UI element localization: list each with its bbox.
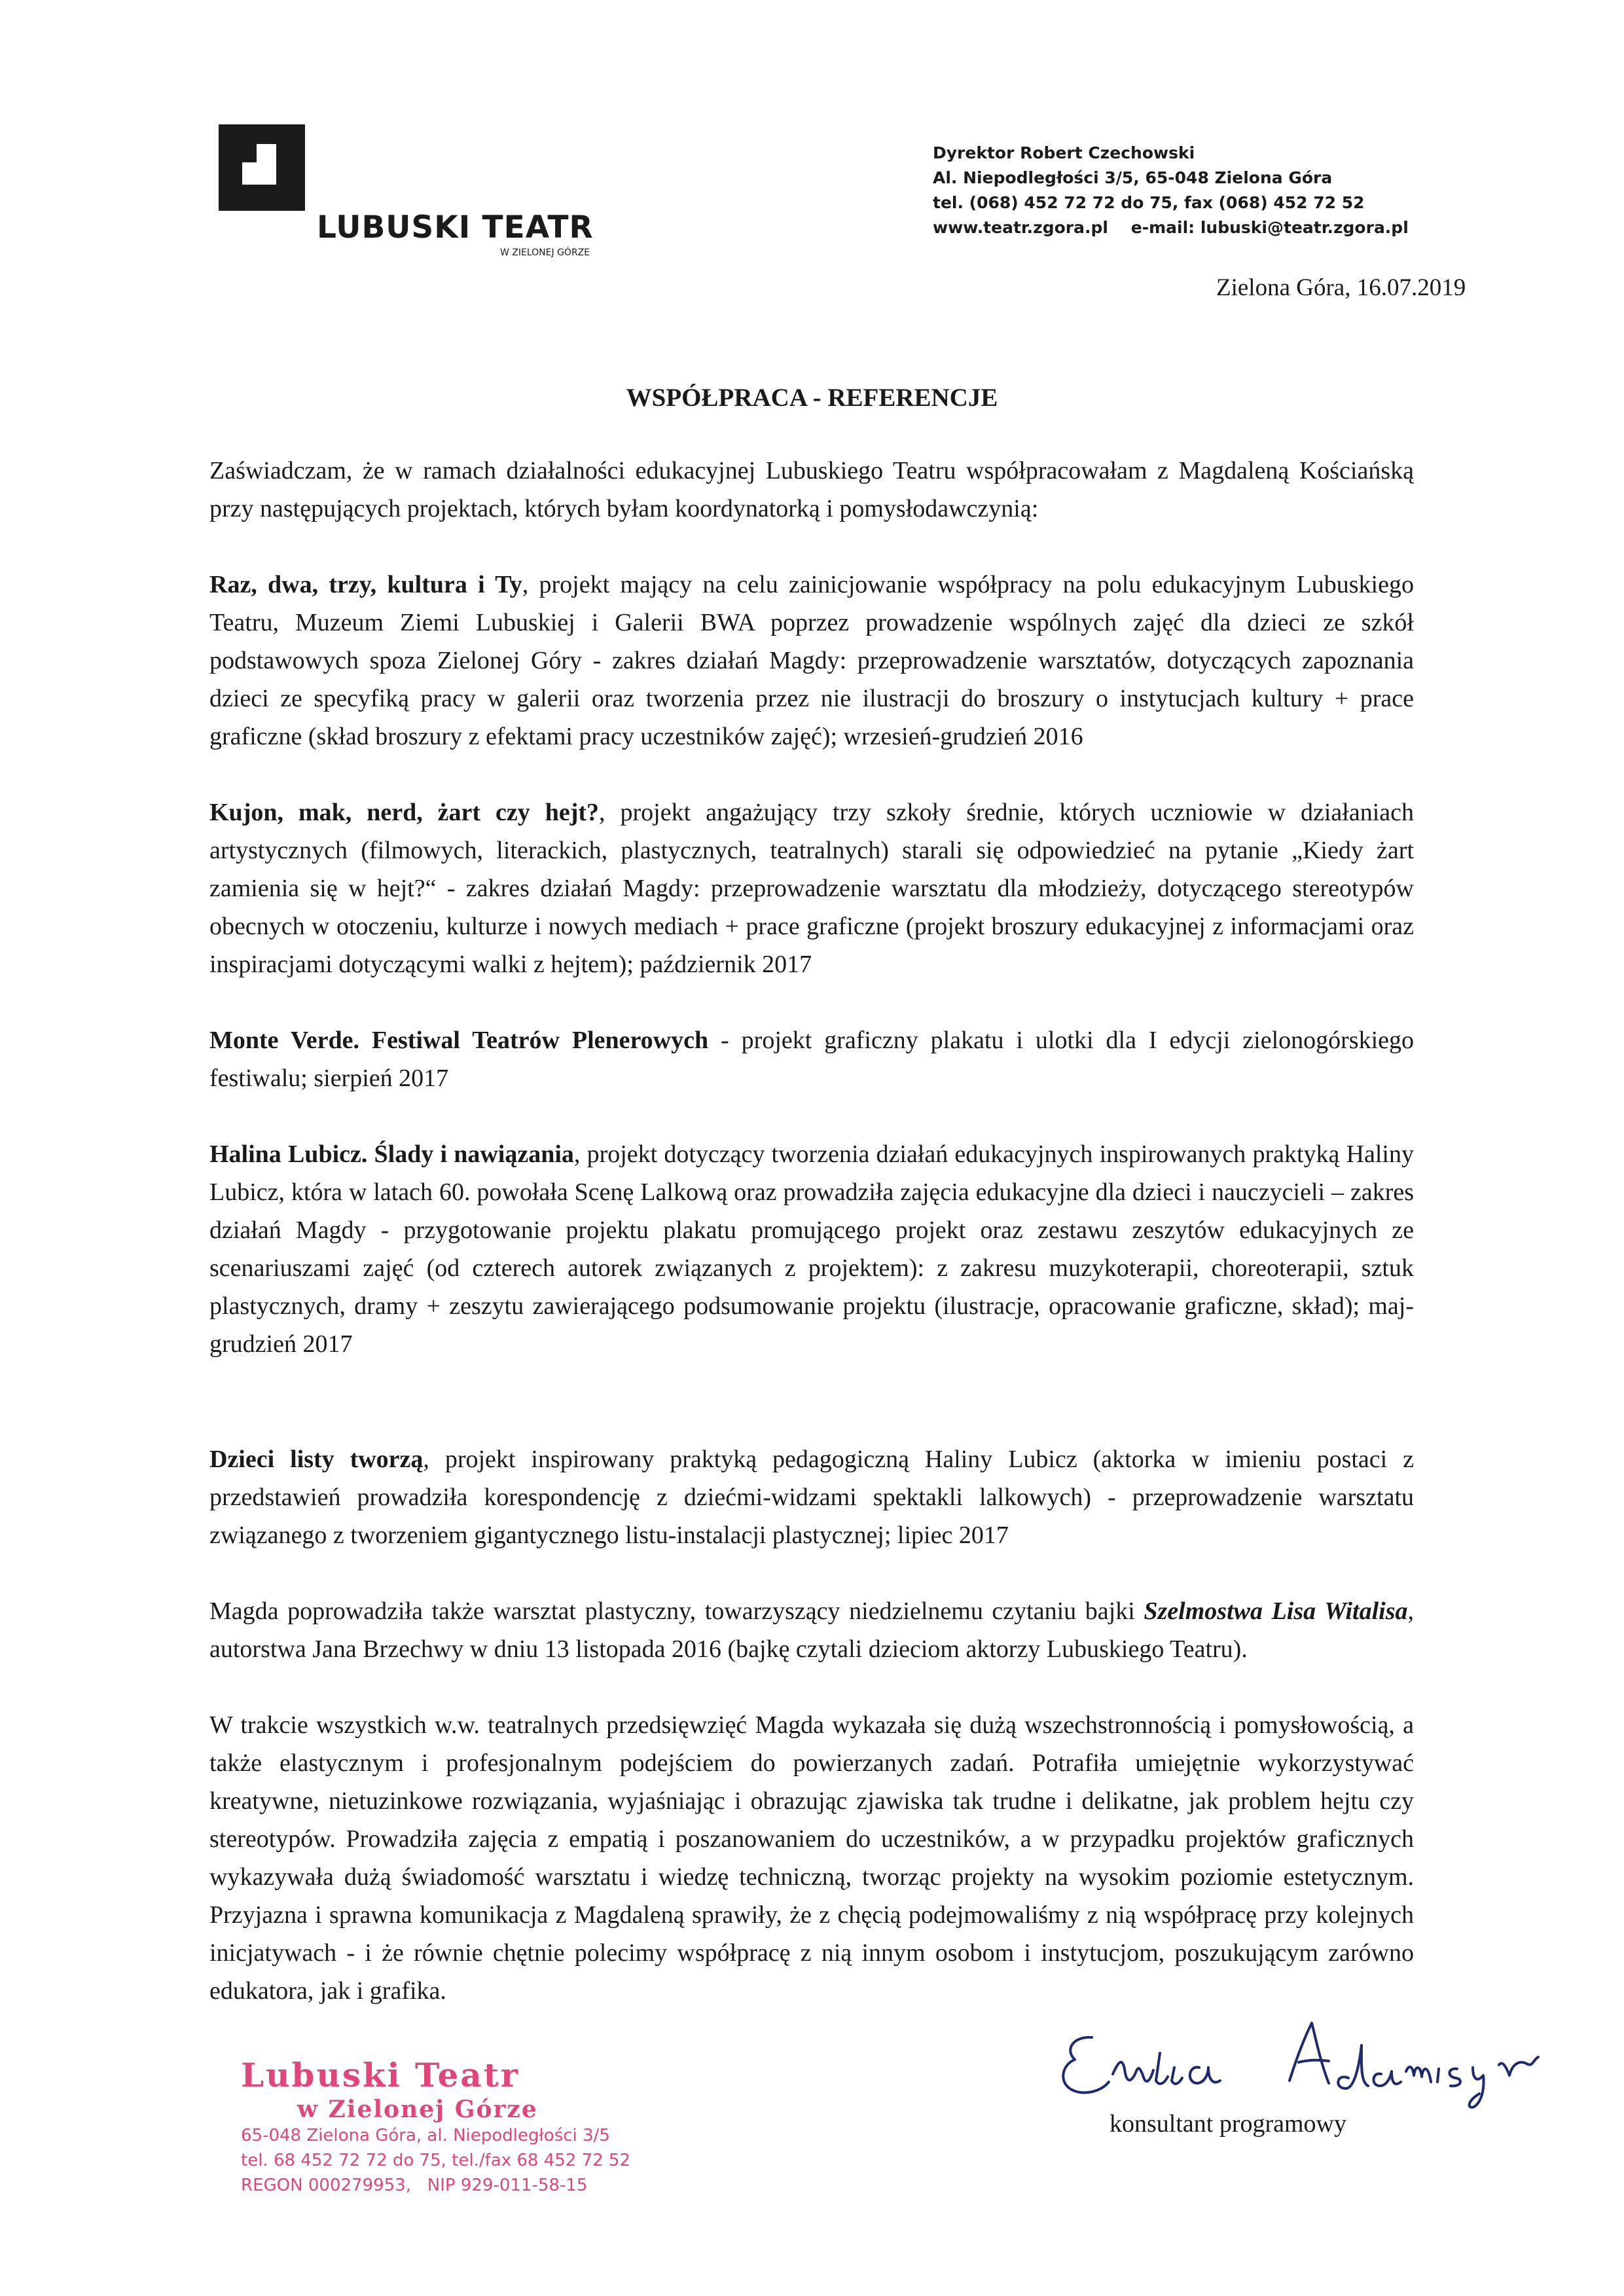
signatory-role: konsultant programowy <box>1110 2110 1347 2138</box>
theatre-logo-icon <box>219 124 305 211</box>
project-description: , projekt dotyczący tworzenia działań edukacyjnych inspirowanych praktyką Haliny Lubicz, która w latach 60. powołała Scenę Lalkową oraz prowadziła zajęcia edukacyjne dla dzieci i nauczycieli – zakres działań Magdy - przygotowanie projektu plakatu promującego projekt oraz zestawu zeszytów edukacyjnych ze scenariuszami zajęć (od czterech autorek związanych z projektem): z zakresu muzykoterapii, choreoterapii, sztuk plastycznych, dramy + zeszytu zawierającego podsumowanie projektu (ilustracje, opracowanie graficzne, skład); maj-grudzień 2017 <box>209 1140 1414 1358</box>
workshop-book-title: Szelmostwa Lisa Witalisa <box>1144 1597 1408 1625</box>
project-name: Raz, dwa, trzy, kultura i Ty <box>209 571 522 598</box>
project-paragraph <box>209 1440 1414 1554</box>
project-description: - projekt graficzny plakatu i ulotki dla I edycji zielonogórskiego festiwalu; sierpień 2017 <box>209 1027 1414 1092</box>
stamp-address: 65-048 Zielona Góra, al. Niepodległości 3/5 <box>241 2126 610 2145</box>
logo-subtitle: W ZIELONEJ GÓRZE <box>500 247 590 258</box>
contact-director: Dyrektor Robert Czechowski <box>933 143 1195 162</box>
project-description: , projekt angażujący trzy szkoły średnie, których uczniowie w działaniach artystycznych (filmowych, literackich, plastycznych, teatralnych) starali się odpowiedzieć na pytanie „Kiedy żart zamienia się w hejt?“ - zakres działań Magdy: przeprowadzenie warsztatu dla młodzieży, dotyczącego stereotypów obecnych w otoczeniu, kulturze i nowych mediach + prace graficzne (projekt broszury edukacyjnej z informacjami oraz inspiracjami dotyczącymi walki z hejtem); październik 2017 <box>209 799 1414 978</box>
contact-web: www.teatr.zgora.pl e-mail: lubuski@teatr.zgora.pl <box>933 218 1409 237</box>
logo-name: LUBUSKI TEATR <box>317 210 594 246</box>
stamp-phone: tel. 68 452 72 72 do 75, tel./fax 68 452 72 52 <box>241 2151 631 2170</box>
workshop-paragraph <box>209 1592 1414 1668</box>
letter-date: Zielona Góra, 16.07.2019 <box>1216 274 1466 301</box>
letter-title: WSPÓŁPRACA - REFERENCJE <box>626 384 998 412</box>
workshop-text-before: Magda poprowadziła także warsztat plastyczny, towarzyszący niedzielnemu czytaniu bajki <box>209 1597 1144 1625</box>
handwritten-signature <box>1041 1997 1617 2115</box>
project-paragraph <box>209 566 1414 756</box>
project-description: , projekt mający na celu zainicjowanie współpracy na polu edukacyjnym Lubuskiego Teatru, Muzeum Ziemi Lubuskiej i Galerii BWA poprzez prowadzenie wspólnych zajęć dla dzieci ze szkół podstawowych spoza Zielonej Góry - zakres działań Magdy: przeprowadzenie warsztatów, dotyczących zapoznania dzieci ze specyfiką pracy w galerii oraz tworzenia przez nie ilustracji do broszury o instytucjach kultury + prace graficzne (skład broszury z efektami pracy uczestników zajęć); wrzesień-grudzień 2016 <box>209 571 1414 750</box>
letterhead-contact <box>933 141 1409 240</box>
project-name: Monte Verde. Festiwal Teatrów Plenerowych <box>209 1027 709 1054</box>
stamp-registry: REGON 000279953, NIP 929-011-58-15 <box>241 2176 588 2195</box>
workshop-text-after: , autorstwa Jana Brzechwy w dniu 13 listopada 2016 (bajkę czytali dzieciom aktorzy Lubuskiego Teatru). <box>209 1597 1414 1663</box>
project-paragraph <box>209 1135 1414 1363</box>
stamp-city: w Zielonej Górze <box>297 2096 538 2123</box>
intro-paragraph: Zaświadczam, że w ramach działalności edukacyjnej Lubuskiego Teatru współpracowałam z Magdaleną Kościańską przy następujących projektach, których byłam koordynatorką i pomysłodawczynią: <box>209 457 1414 522</box>
contact-address: Al. Niepodległości 3/5, 65-048 Zielona Góra <box>933 168 1333 187</box>
stamp-name: Lubuski Teatr <box>241 2056 520 2094</box>
contact-phone: tel. (068) 452 72 72 do 75, fax (068) 452 72 52 <box>933 193 1365 212</box>
project-name: Dzieci listy tworzą <box>209 1446 424 1473</box>
project-description: , projekt inspirowany praktyką pedagogiczną Haliny Lubicz (aktorka w imieniu postaci z przedstawień prowadziła korespondencję z dziećmi-widzami spektakli lalkowych) - przeprowadzenie warsztatu związanego z tworzeniem gigantycznego listu-instalacji plastycznej; lipiec 2017 <box>209 1446 1415 1549</box>
summary-paragraph: W trakcie wszystkich w.w. teatralnych przedsięwzięć Magda wykazała się dużą wszechstronnością i pomysłowością, a także elastycznym i profesjonalnym podejściem do powierzanych zadań. Potrafiła umiejętnie wykorzystywać kreatywne, nietuzinkowe rozwiązania, wyjaśniając i obrazując zjawiska tak trudne i delikatne, jak problem hejtu czy stereotypów. Prowadziła zajęcia z empatią i poszanowaniem do uczestników, a w przypadku projektów graficznych wykazywała dużą świadomość warsztatu i wiedzę techniczną, tworząc projekty na wysokim poziomie estetycznym. Przyjazna i sprawna komunikacja z Magdaleną sprawiły, że z chęcią podejmowaliśmy z nią współpracę przy kolejnych inicjatywach - i że równie chętnie polecimy współpracę z nią innym osobom i instytucjom, poszukującym zarówno edukatora, jak i grafika. <box>209 1711 1414 2005</box>
letter-body <box>209 452 1414 2010</box>
project-paragraph <box>209 793 1414 983</box>
project-name: Halina Lubicz. Ślady i nawiązania <box>209 1140 574 1168</box>
project-paragraph <box>209 1021 1414 1097</box>
theatre-stamp <box>241 2056 630 2198</box>
project-name: Kujon, mak, nerd, żart czy hejt? <box>209 799 600 826</box>
